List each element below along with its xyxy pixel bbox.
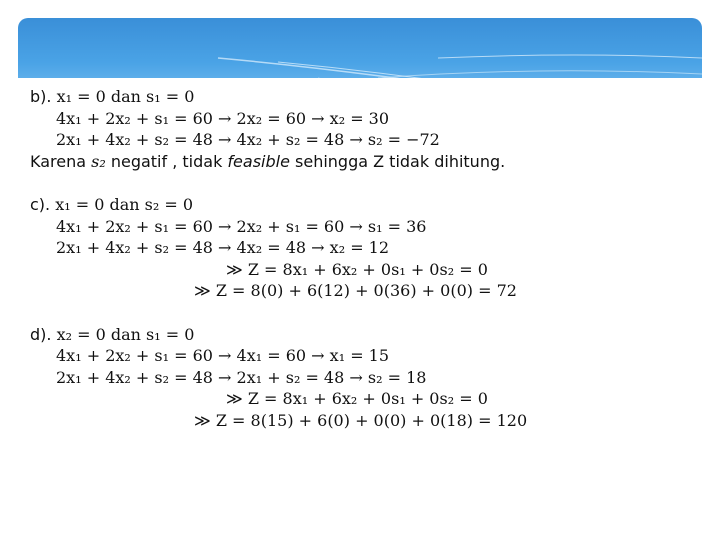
section-d-condition <box>30 324 690 346</box>
section-b-label: b). <box>30 87 52 106</box>
section-d-cond: x₂ = 0 dan s₁ = 0 <box>56 324 195 344</box>
section-c-label: c). <box>30 195 51 214</box>
section-c-eq1: 4x₁ + 2x₂ + s₁ = 60 → 2x₂ + s₁ = 60 → s₁ = 36 <box>56 216 427 236</box>
section-b-eq2: 2x₁ + 4x₂ + s₂ = 48 → 4x₂ + s₂ = 48 → s₂ = −72 <box>56 130 440 149</box>
section-d-label: d). <box>30 324 52 344</box>
note-text-b: negatif , tidak <box>105 151 228 171</box>
section-d-eq1: 4x₁ + 2x₂ + s₁ = 60 → 4x₁ = 60 → x₁ = 15 <box>56 346 390 365</box>
note-var: s₂ <box>91 151 106 171</box>
section-c-eq2: 2x₁ + 4x₂ + s₂ = 48 → 4x₂ = 48 → x₂ = 12 <box>56 238 390 257</box>
section-b-eq1: 4x₁ + 2x₂ + s₁ = 60 → 2x₂ = 60 → x₂ = 30 <box>56 108 390 128</box>
section-c-objective: ≫ Z = 8x₁ + 6x₂ + 0s₁ + 0s₂ = 0 <box>226 259 488 279</box>
section-b-note <box>30 151 690 173</box>
section-b-cond: x₁ = 0 dan s₁ = 0 <box>56 87 195 106</box>
section-d-result: ≫ Z = 8(15) + 6(0) + 0(0) + 0(18) = 120 <box>194 410 528 430</box>
section-d-eq2: 2x₁ + 4x₂ + s₂ = 48 → 2x₁ + s₂ = 48 → s₂ = 18 <box>56 367 427 387</box>
section-c-result: ≫ Z = 8(0) + 6(12) + 0(36) + 0(0) = 72 <box>194 281 517 300</box>
section-d-objective: ≫ Z = 8x₁ + 6x₂ + 0s₁ + 0s₂ = 0 <box>226 389 488 408</box>
note-text-a: Karena <box>30 151 92 171</box>
solution-content <box>30 86 690 431</box>
note-italic: feasible <box>227 151 290 171</box>
section-b-condition <box>30 86 690 108</box>
note-text-c: sehingga Z tidak dihitung. <box>289 151 506 171</box>
section-c-cond: x₁ = 0 dan s₂ = 0 <box>55 195 194 214</box>
section-c-condition <box>30 194 690 216</box>
